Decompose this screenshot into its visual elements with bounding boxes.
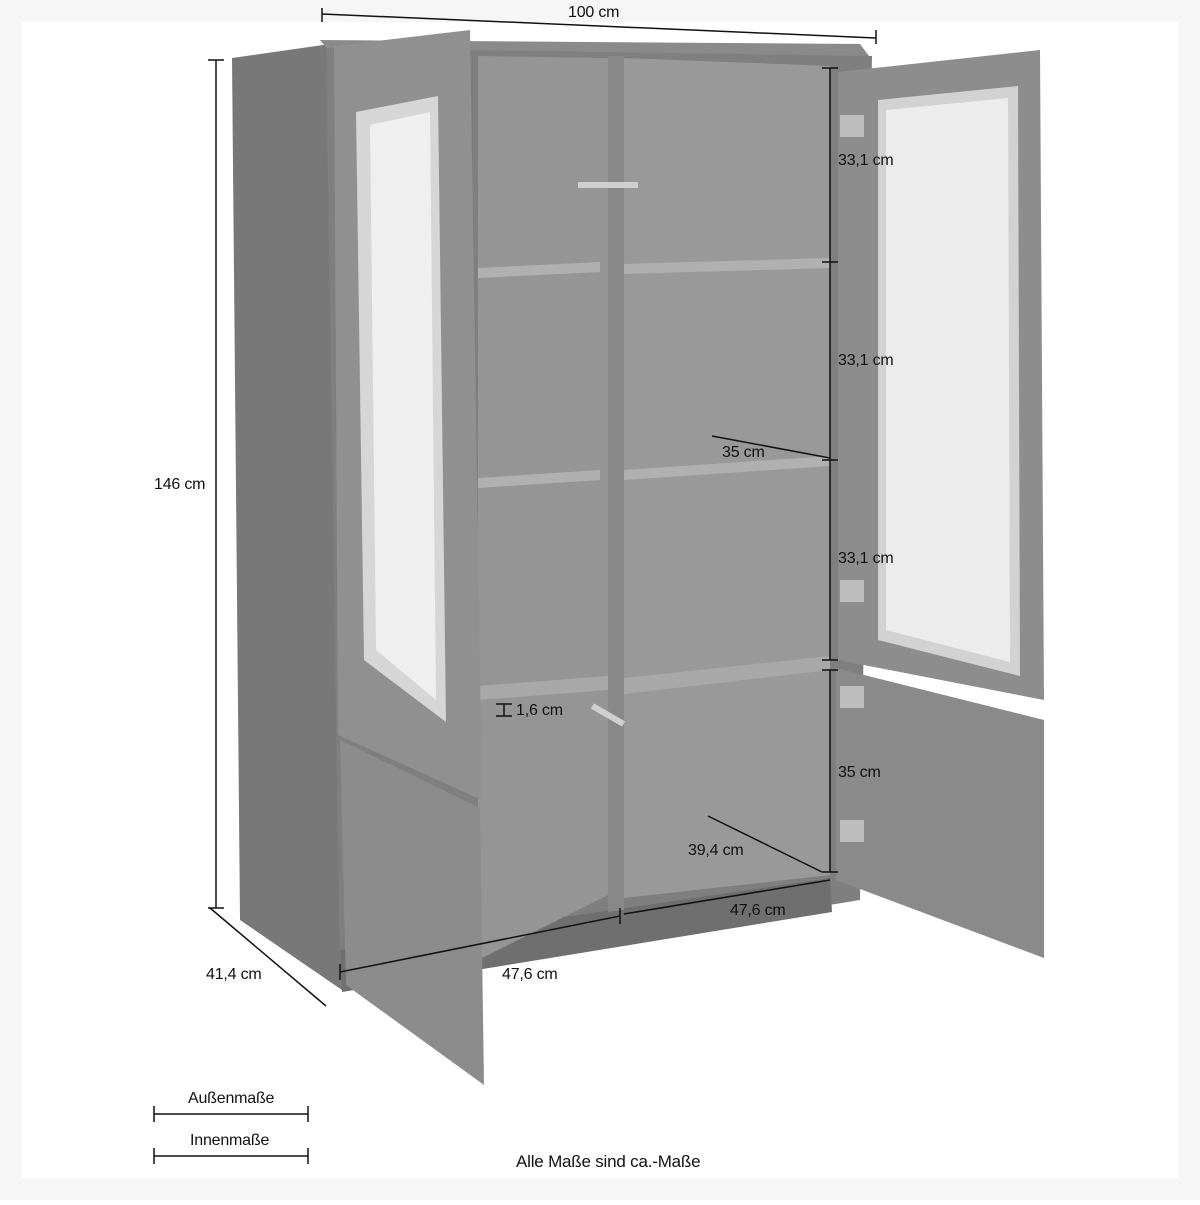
interior-left-compartment: [478, 56, 608, 960]
label-shelf-middle: 33,1 cm: [838, 352, 894, 369]
left-door-glass-reflection: [370, 112, 436, 700]
cabinet-side-panel: [232, 44, 342, 990]
label-width-total: 100 cm: [568, 4, 620, 21]
label-shelf-depth: 35 cm: [722, 444, 765, 461]
legend-outer-label: Außenmaße: [188, 1090, 275, 1107]
interior-right-compartment: [624, 58, 830, 898]
right-door-glass: [886, 98, 1010, 662]
label-bottom-height: 35 cm: [838, 764, 881, 781]
label-board-thickness: 1,6 cm: [516, 702, 563, 719]
label-depth-total: 41,4 cm: [206, 966, 262, 983]
label-inner-depth: 39,4 cm: [688, 842, 744, 859]
label-shelf-upper: 33,1 cm: [838, 152, 894, 169]
label-inner-width-right: 47,6 cm: [730, 902, 786, 919]
hinge-icon: [840, 820, 864, 842]
footnote: Alle Maße sind ca.-Maße: [516, 1152, 701, 1171]
hinge-icon: [840, 580, 864, 602]
legend-inner-label: Innenmaße: [190, 1132, 270, 1149]
label-shelf-lower: 33,1 cm: [838, 550, 894, 567]
label-inner-width-left: 47,6 cm: [502, 966, 558, 983]
label-height-total: 146 cm: [154, 476, 206, 493]
hinge-icon: [840, 115, 864, 137]
hinge-icon: [840, 686, 864, 708]
shelf-support: [578, 182, 638, 188]
